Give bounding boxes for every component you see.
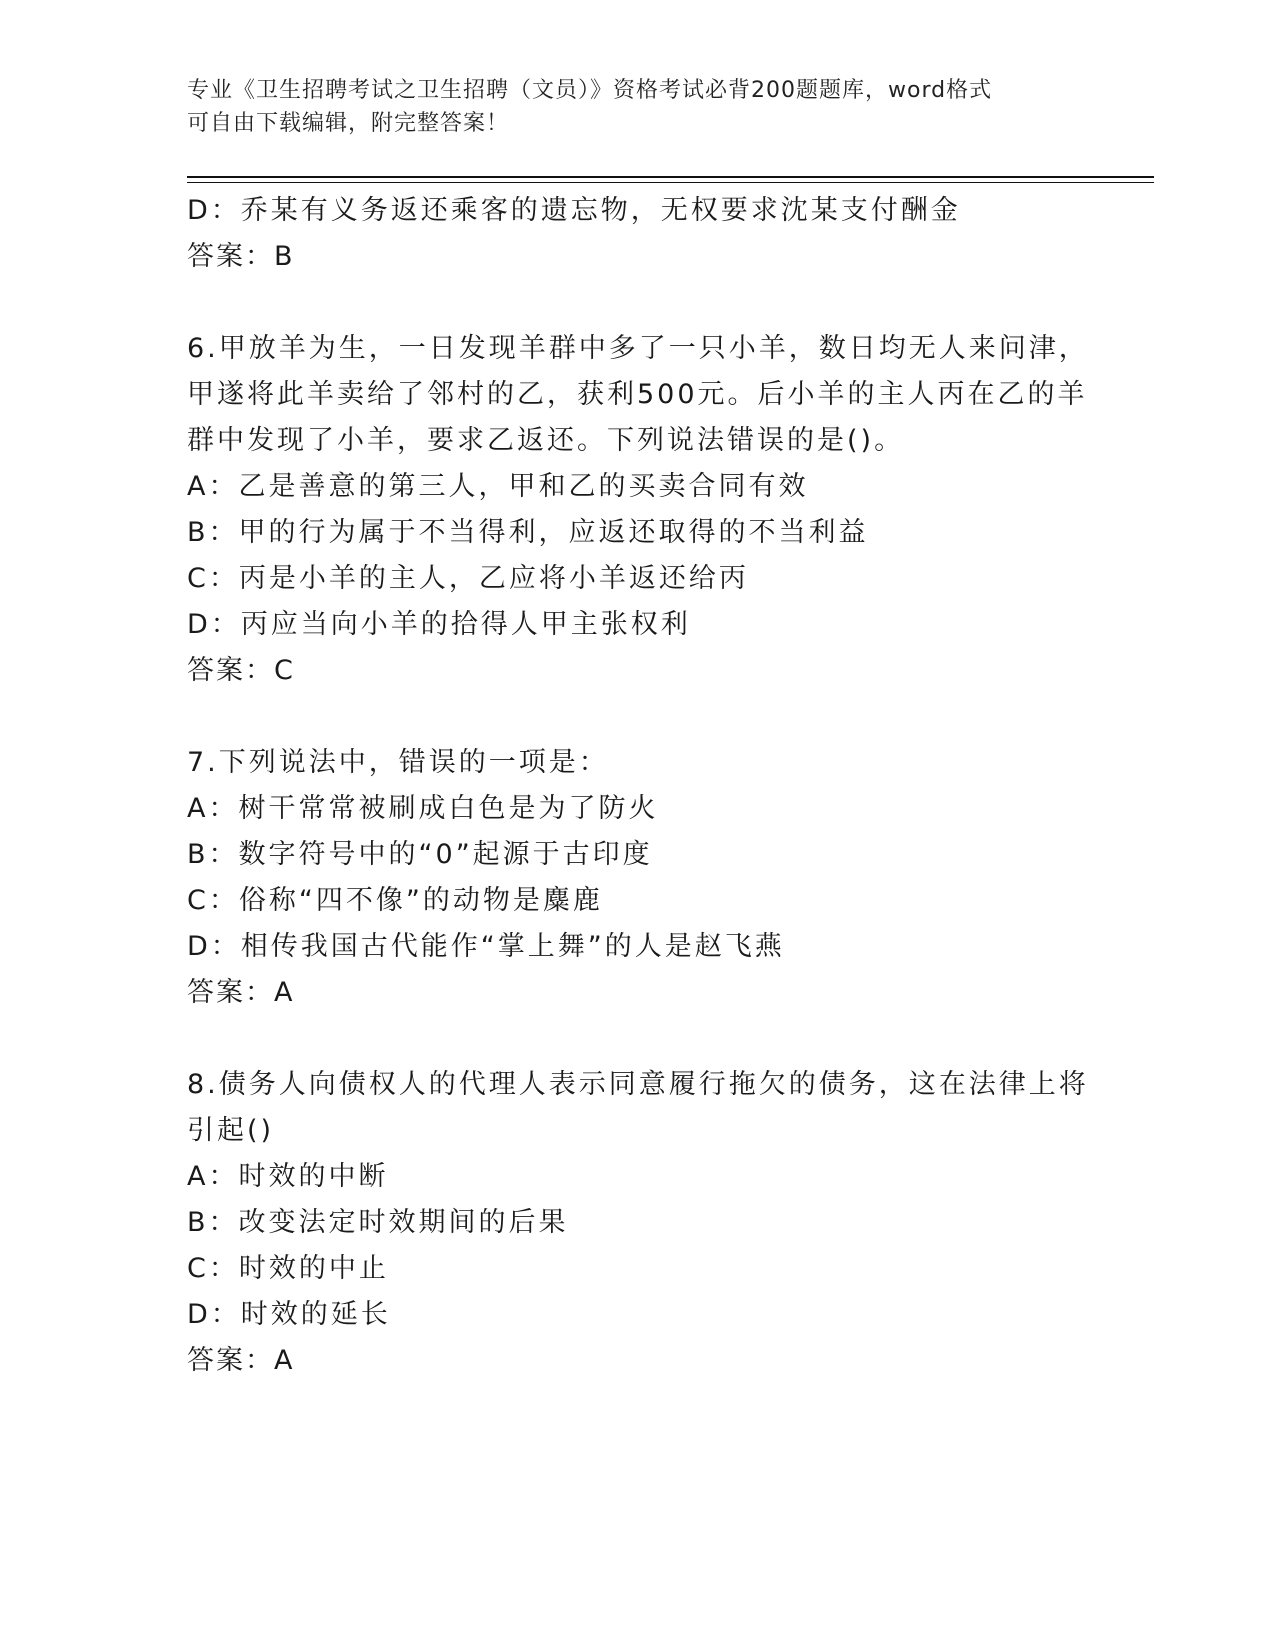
option-b: B：甲的行为属于不当得利，应返还取得的不当利益 — [187, 517, 869, 548]
document-header — [187, 74, 1087, 140]
answer-line — [187, 234, 1127, 280]
answer-value: A — [274, 977, 294, 1008]
option-d: D：丙应当向小羊的拾得人甲主张权利 — [187, 609, 691, 640]
question-stem-line: 群中发现了小羊，要求乙返还。下列说法错误的是()。 — [187, 425, 905, 456]
answer-line — [187, 648, 1127, 694]
previous-question-tail — [187, 188, 1127, 280]
header-divider-thin — [187, 182, 1154, 183]
answer-line — [187, 970, 1127, 1016]
header-divider-thick — [187, 176, 1154, 178]
option-b: B：数字符号中的“0”起源于古印度 — [187, 839, 653, 870]
option-a: A：树干常常被刷成白色是为了防火 — [187, 793, 659, 824]
question-content — [187, 188, 1127, 1384]
question-stem-line: 甲遂将此羊卖给了邻村的乙，获利500元。后小羊的主人丙在乙的羊 — [187, 379, 1088, 410]
answer-label: 答案： — [187, 241, 274, 272]
answer-value: C — [274, 655, 294, 686]
question-stem-line: 7.下列说法中，错误的一项是： — [187, 747, 609, 778]
answer-label: 答案： — [187, 1345, 274, 1376]
question-8 — [187, 1062, 1127, 1384]
question-stem-line: 8.债务人向债权人的代理人表示同意履行拖欠的债务，这在法律上将 — [187, 1069, 1089, 1100]
option-c: C：时效的中止 — [187, 1253, 389, 1284]
header-title-line-1: 专业《卫生招聘考试之卫生招聘（文员）》资格考试必背200题题库，word格式 — [187, 78, 993, 103]
answer-label: 答案： — [187, 655, 274, 686]
option-d: D：相传我国古代能作“掌上舞”的人是赵飞燕 — [187, 931, 785, 962]
answer-value: A — [274, 1345, 294, 1376]
answer-label: 答案： — [187, 977, 274, 1008]
option-c: C：俗称“四不像”的动物是麋鹿 — [187, 885, 603, 916]
answer-value: B — [274, 241, 294, 272]
question-stem-line: 6.甲放羊为生，一日发现羊群中多了一只小羊，数日均无人来问津， — [187, 333, 1089, 364]
header-title-line-2: 可自由下载编辑，附完整答案！ — [187, 111, 510, 136]
spacer — [187, 280, 1127, 326]
option-c: C：丙是小羊的主人，乙应将小羊返还给丙 — [187, 563, 749, 594]
option-d: D：乔某有义务返还乘客的遗忘物，无权要求沈某支付酬金 — [187, 195, 961, 226]
option-d: D：时效的延长 — [187, 1299, 391, 1330]
answer-line — [187, 1338, 1127, 1384]
question-6 — [187, 326, 1127, 694]
spacer — [187, 1016, 1127, 1062]
option-a: A：时效的中断 — [187, 1161, 389, 1192]
option-a: A：乙是善意的第三人，甲和乙的买卖合同有效 — [187, 471, 809, 502]
option-b: B：改变法定时效期间的后果 — [187, 1207, 569, 1238]
spacer — [187, 694, 1127, 740]
question-7 — [187, 740, 1127, 1016]
question-stem-line: 引起() — [187, 1115, 275, 1146]
